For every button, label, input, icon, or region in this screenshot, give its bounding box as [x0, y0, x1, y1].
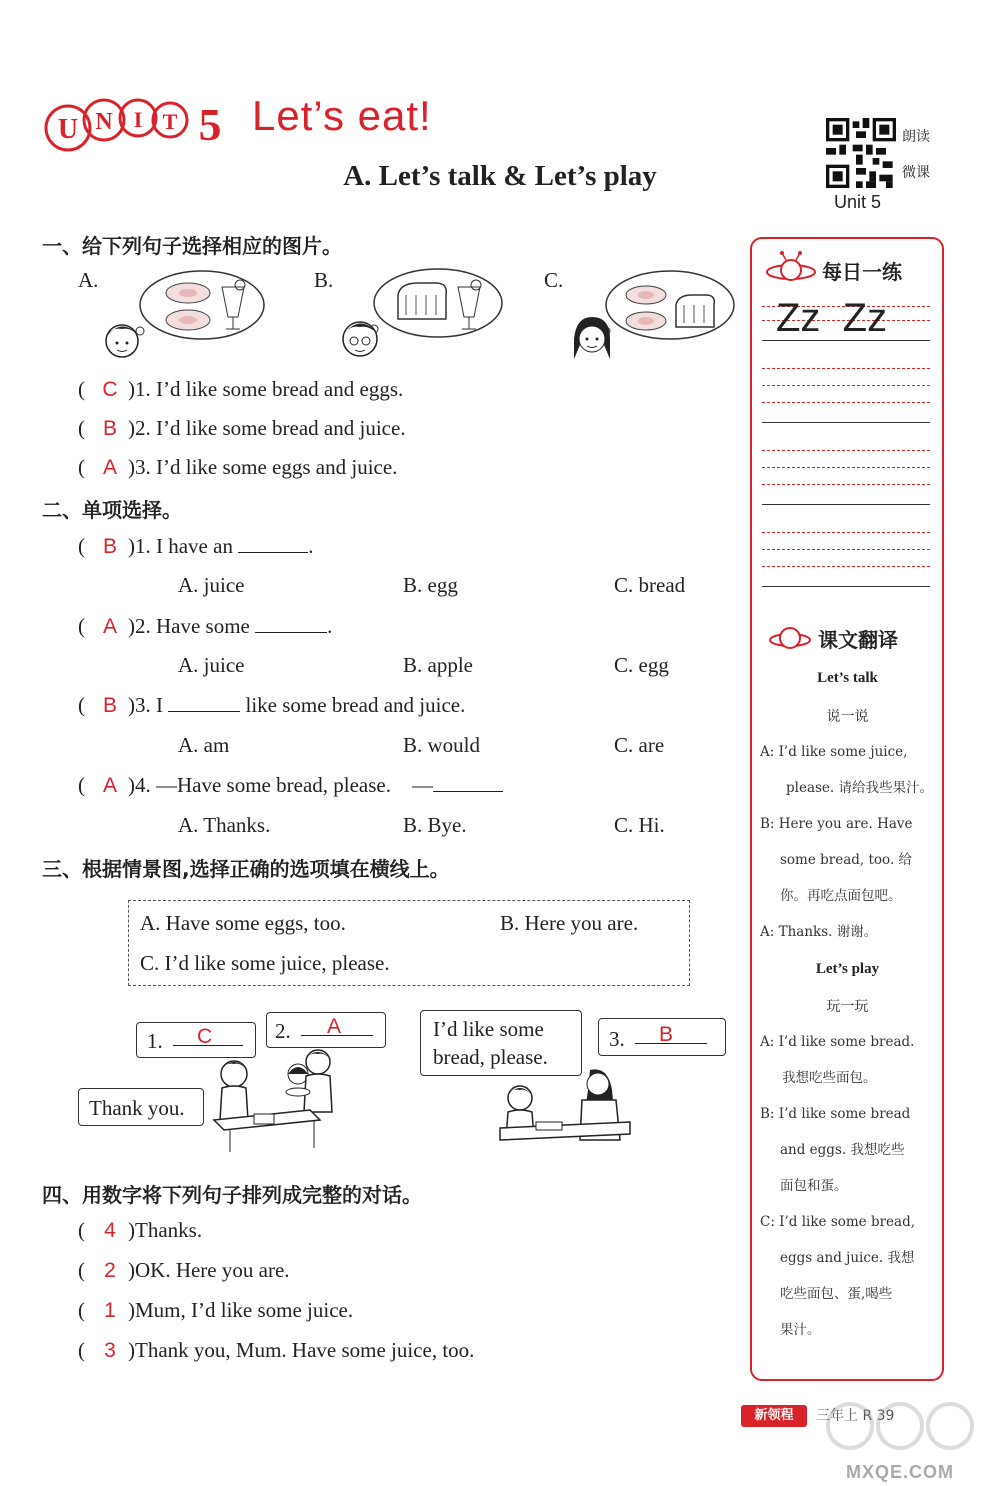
s3-option-c: C. I’d like some juice, please. — [140, 951, 390, 975]
bubble-2: 2. A — [266, 1012, 386, 1048]
s2-question-2: ( A )2. Have some . — [78, 614, 333, 638]
s4-answer-2[interactable]: 2 — [104, 1259, 116, 1282]
play-line-8: 吃些面包、蛋,喝些 — [780, 1286, 893, 1302]
unit-title: Let’s eat! — [252, 92, 432, 139]
line-1 — [762, 368, 930, 369]
bubble-3: 3. B — [598, 1018, 726, 1056]
talk-line-4: some bread, too. 给 — [780, 852, 913, 868]
s1-item-2: ( B )2. I’d like some bread and juice. — [78, 416, 406, 440]
s2-q3-option-b: B. would — [403, 733, 481, 757]
picture-c-bread-eggs — [570, 265, 742, 365]
picture-label-c: C. — [544, 268, 564, 292]
daily-practice-title: 每日一练 — [822, 260, 902, 284]
s1-answer-1[interactable]: C — [102, 378, 118, 401]
s2-answer-1[interactable]: B — [102, 535, 117, 558]
s4-item-4: ( 3 )Thank you, Mum. Have some juice, too. — [78, 1338, 475, 1362]
s2-question-4: ( A )4. —Have some bread, please. — — [78, 773, 503, 798]
section3-heading: 三、根据情景图,选择正确的选项填在横线上。 — [42, 857, 450, 881]
play-line-9: 果汁。 — [780, 1322, 821, 1338]
line-7 — [762, 484, 930, 485]
qr-code-icon[interactable] — [826, 118, 896, 188]
s4-answer-4[interactable]: 3 — [104, 1339, 116, 1362]
line-12 — [762, 586, 930, 587]
s2-question-1: ( B )1. I have an . — [78, 534, 314, 558]
s4-item-3: ( 1 )Mum, I’d like some juice. — [78, 1298, 354, 1322]
planet-icon — [764, 250, 818, 290]
section2-heading: 二、单项选择。 — [42, 498, 182, 522]
planet-icon-2 — [768, 620, 812, 656]
page-footer-text: 三年上 R 39 — [816, 1408, 895, 1424]
play-line-4: and eggs. 我想吃些 — [780, 1142, 905, 1158]
s2-q4-option-a: A. Thanks. — [178, 813, 271, 837]
unit-badge — [40, 92, 230, 158]
s2-blank-4[interactable] — [433, 773, 503, 792]
unit-number: 5 — [198, 99, 222, 150]
bubble-3-answer[interactable]: B — [659, 1023, 674, 1046]
section1-heading: 一、给下列句子选择相应的图片。 — [42, 234, 342, 258]
s2-q4-option-b: B. Bye. — [403, 813, 467, 837]
s1-item-1: ( C )1. I’d like some bread and eggs. — [78, 377, 404, 401]
talk-line-1: A: I’d like some juice, — [760, 744, 908, 760]
qr-label-read: 朗读 — [902, 129, 930, 145]
play-line-3: B: I’d like some bread — [760, 1106, 911, 1122]
s2-blank-3[interactable] — [168, 693, 240, 712]
play-line-1: A: I’d like some bread. — [760, 1034, 915, 1050]
s2-q4-option-c: C. Hi. — [614, 813, 665, 837]
section4-heading: 四、用数字将下列句子排列成完整的对话。 — [42, 1183, 422, 1207]
talk-cn: 说一说 — [826, 709, 869, 725]
qr-label-lesson: 微课 — [902, 165, 930, 181]
s2-q3-option-c: C. are — [614, 733, 665, 757]
unit-letter-n: N — [95, 109, 113, 135]
unit-letter-u: U — [57, 114, 79, 145]
s3-option-a: A. Have some eggs, too. — [140, 911, 346, 935]
s1-item-3: ( A )3. I’d like some eggs and juice. — [78, 455, 398, 479]
talk-line-2: please. 请给我些果汁。 — [786, 780, 933, 796]
s4-item-1: ( 4 )Thanks. — [78, 1218, 203, 1242]
s2-q2-option-b: B. apple — [403, 653, 473, 677]
talk-line-3: B: Here you are. Have — [760, 816, 913, 832]
play-line-2: 我想吃些面包。 — [782, 1070, 877, 1086]
talk-line-5: 你。再吃点面包吧。 — [780, 888, 902, 904]
qr-unit-label: Unit 5 — [834, 192, 882, 212]
s2-answer-4[interactable]: A — [102, 774, 117, 797]
play-cn: 玩一玩 — [826, 999, 869, 1015]
lesson-subtitle: A. Let’s talk & Let’s play — [343, 160, 657, 192]
s1-answer-3[interactable]: A — [102, 456, 117, 479]
line-11 — [762, 566, 930, 567]
s2-q1-option-c: C. bread — [614, 573, 686, 597]
s2-q1-option-a: A. juice — [178, 573, 245, 597]
bubble-1-answer[interactable]: C — [197, 1025, 213, 1048]
picture-label-a: A. — [78, 268, 99, 292]
s4-item-2: ( 2 )OK. Here you are. — [78, 1258, 290, 1282]
talk-title: Let’s talk — [817, 670, 878, 686]
picture-label-b: B. — [314, 268, 334, 292]
play-line-6: C: I’d like some bread, — [760, 1214, 916, 1230]
line-5 — [762, 450, 930, 451]
line-3 — [762, 402, 930, 403]
bubble-2-answer[interactable]: A — [327, 1015, 342, 1038]
s4-answer-3[interactable]: 1 — [104, 1299, 116, 1322]
s2-blank-2[interactable] — [255, 614, 327, 633]
s4-answer-1[interactable]: 4 — [104, 1219, 116, 1242]
publisher-logo: 新领程 — [741, 1405, 807, 1427]
s2-q2-option-c: C. egg — [614, 653, 669, 677]
translation-title: 课文翻译 — [818, 628, 898, 652]
line-9 — [762, 532, 930, 533]
line-10 — [762, 549, 930, 550]
s2-answer-3[interactable]: B — [102, 694, 117, 717]
s2-q3-option-a: A. am — [178, 733, 230, 757]
play-title: Let’s play — [815, 961, 880, 977]
unit-letter-i: I — [133, 107, 143, 132]
s2-q2-option-a: A. juice — [178, 653, 245, 677]
s2-question-3: ( B )3. I like some bread and juice. — [78, 693, 466, 717]
watermark-text: MXQE.COM — [846, 1462, 955, 1482]
line-4 — [762, 422, 930, 423]
line-8 — [762, 504, 930, 505]
s2-blank-1[interactable] — [238, 534, 308, 553]
line-2 — [762, 385, 930, 386]
talk-line-6: A: Thanks. 谢谢。 — [760, 924, 878, 940]
s1-answer-2[interactable]: B — [102, 417, 117, 440]
s2-answer-2[interactable]: A — [102, 615, 117, 638]
bubble-thank-you: Thank you. — [78, 1088, 204, 1126]
unit-letter-t: T — [162, 109, 178, 134]
line-6 — [762, 467, 930, 468]
s2-q1-option-b: B. egg — [403, 573, 458, 597]
s3-option-b: B. Here you are. — [500, 911, 639, 935]
writing-baseline — [762, 340, 930, 341]
practice-letters: Zz Zz — [776, 296, 888, 340]
bubble-1: 1. C — [136, 1022, 256, 1058]
bubble-bread-request: I’d like some bread, please. — [420, 1010, 582, 1076]
picture-a-eggs-juice — [100, 265, 272, 365]
picture-b-bread-juice — [338, 265, 510, 365]
play-line-5: 面包和蛋。 — [780, 1178, 848, 1194]
play-line-7: eggs and juice. 我想 — [780, 1250, 915, 1266]
